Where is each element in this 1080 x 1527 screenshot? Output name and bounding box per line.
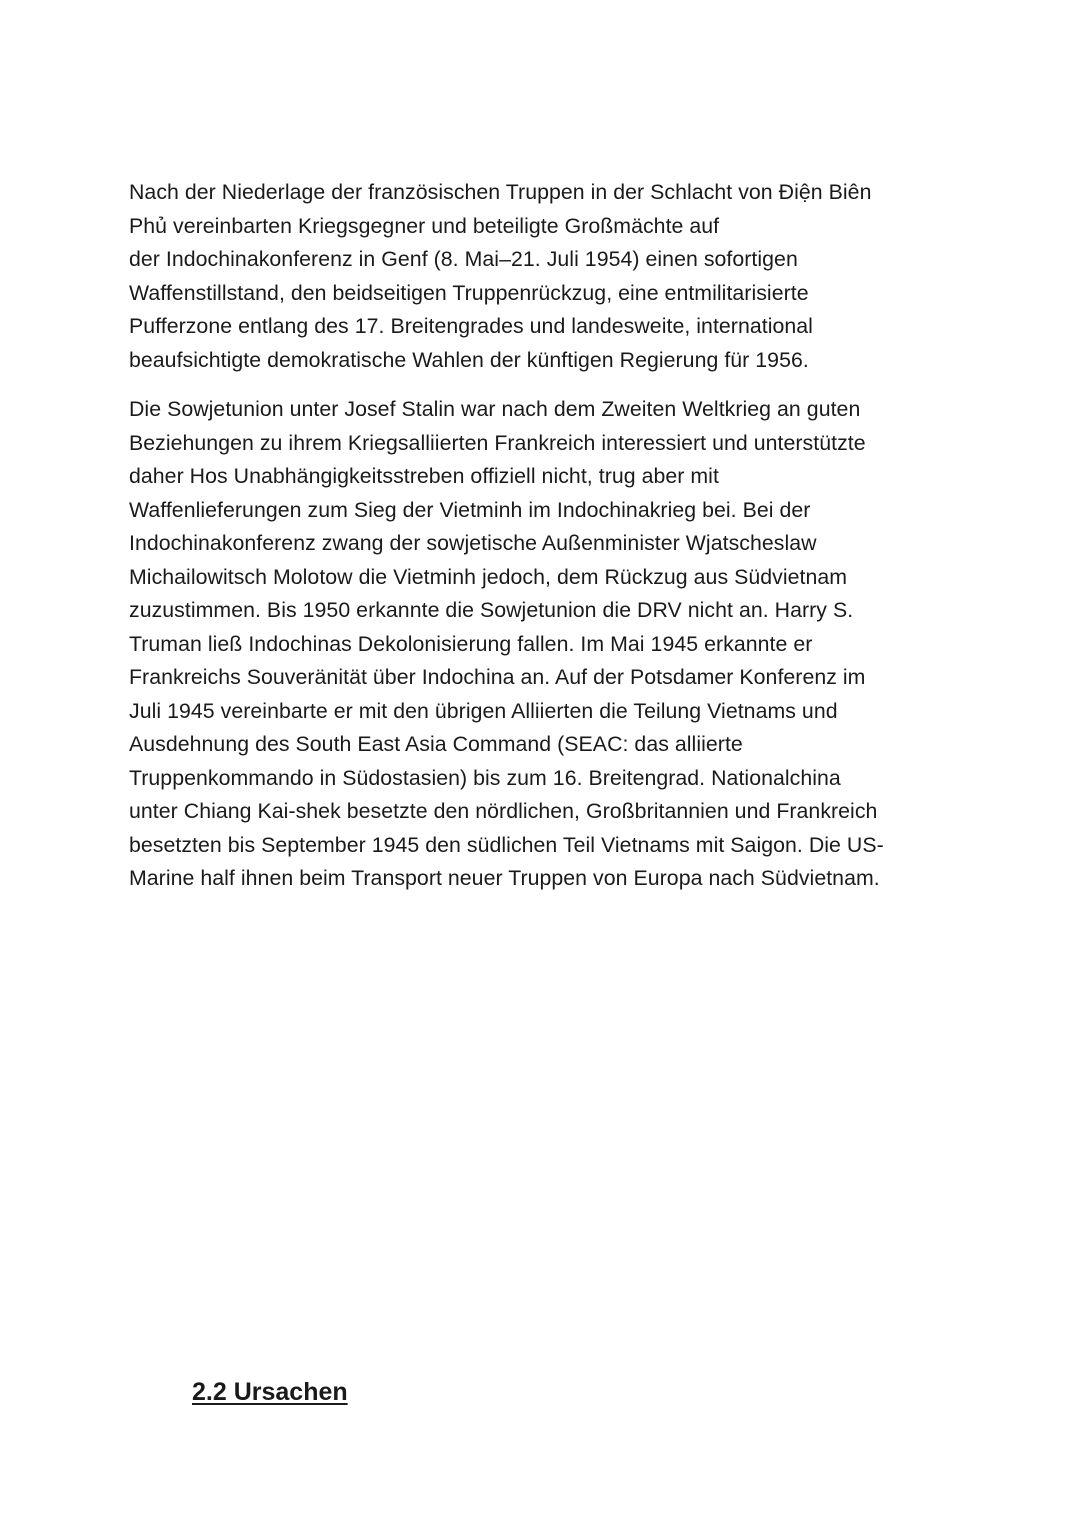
paragraph-soviet-us-policy [129,393,959,896]
paragraph-geneva-conference [129,176,959,377]
paragraph-line: Juli 1945 vereinbarte er mit den übrigen Alliierten die Teilung Vietnams und [129,698,838,723]
paragraph-line: Indochinakonferenz zwang der sowjetische Außenminister Wjatscheslaw [129,531,817,555]
paragraph-line: Waffenstillstand, den beidseitigen Truppenrückzug, eine entmilitarisierte [129,280,809,305]
paragraph-line: besetzten bis September 1945 den südlichen Teil Vietnams mit Saigon. Die US- [129,832,884,857]
paragraph-line: Truman ließ Indochinas Dekolonisierung fallen. Im Mai 1945 erkannte er [129,631,813,656]
paragraph-line: Waffenlieferungen zum Sieg der Vietminh im Indochinakrieg bei. Bei der [129,497,811,522]
paragraph-line: Michailowitsch Molotow die Vietminh jedoch, dem Rückzug aus Südvietnam [129,564,848,589]
paragraph-line: Ausdehnung des South East Asia Command (SEAC: das alliierte [129,732,743,756]
paragraph-line: zuzustimmen. Bis 1950 erkannte die Sowjetunion die DRV nicht an. Harry S. [129,598,854,622]
paragraph-line: beaufsichtigte demokratische Wahlen der künftigen Regierung für 1956. [129,347,809,372]
section-heading: 2.2 Ursachen [192,1378,348,1406]
paragraph-line: Die Sowjetunion unter Josef Stalin war nach dem Zweiten Weltkrieg an guten [129,397,861,421]
paragraph-line: Phủ vereinbarten Kriegsgegner und beteiligte Großmächte auf [129,213,720,238]
paragraph-line: Truppenkommando in Südostasien) bis zum 16. Breitengrad. Nationalchina [129,765,841,790]
paragraph-line: Frankreichs Souveränität über Indochina an. Auf der Potsdamer Konferenz im [129,665,866,689]
paragraph-line: Marine half ihnen beim Transport neuer Truppen von Europa nach Südvietnam. [129,866,880,890]
paragraph-line: Nach der Niederlage der französischen Truppen in der Schlacht von Điện Biên [129,180,872,204]
paragraph-line: daher Hos Unabhängigkeitsstreben offiziell nicht, trug aber mit [129,464,719,488]
paragraph-line: unter Chiang Kai-shek besetzte den nördlichen, Großbritannien und Frankreich [129,799,878,823]
paragraph-line: Beziehungen zu ihrem Kriegsalliierten Frankreich interessiert und unterstützte [129,430,866,455]
paragraph-line: der Indochinakonferenz in Genf (8. Mai–21. Juli 1954) einen sofortigen [129,247,798,271]
paragraph-line: Pufferzone entlang des 17. Breitengrades und landesweite, international [129,314,813,338]
